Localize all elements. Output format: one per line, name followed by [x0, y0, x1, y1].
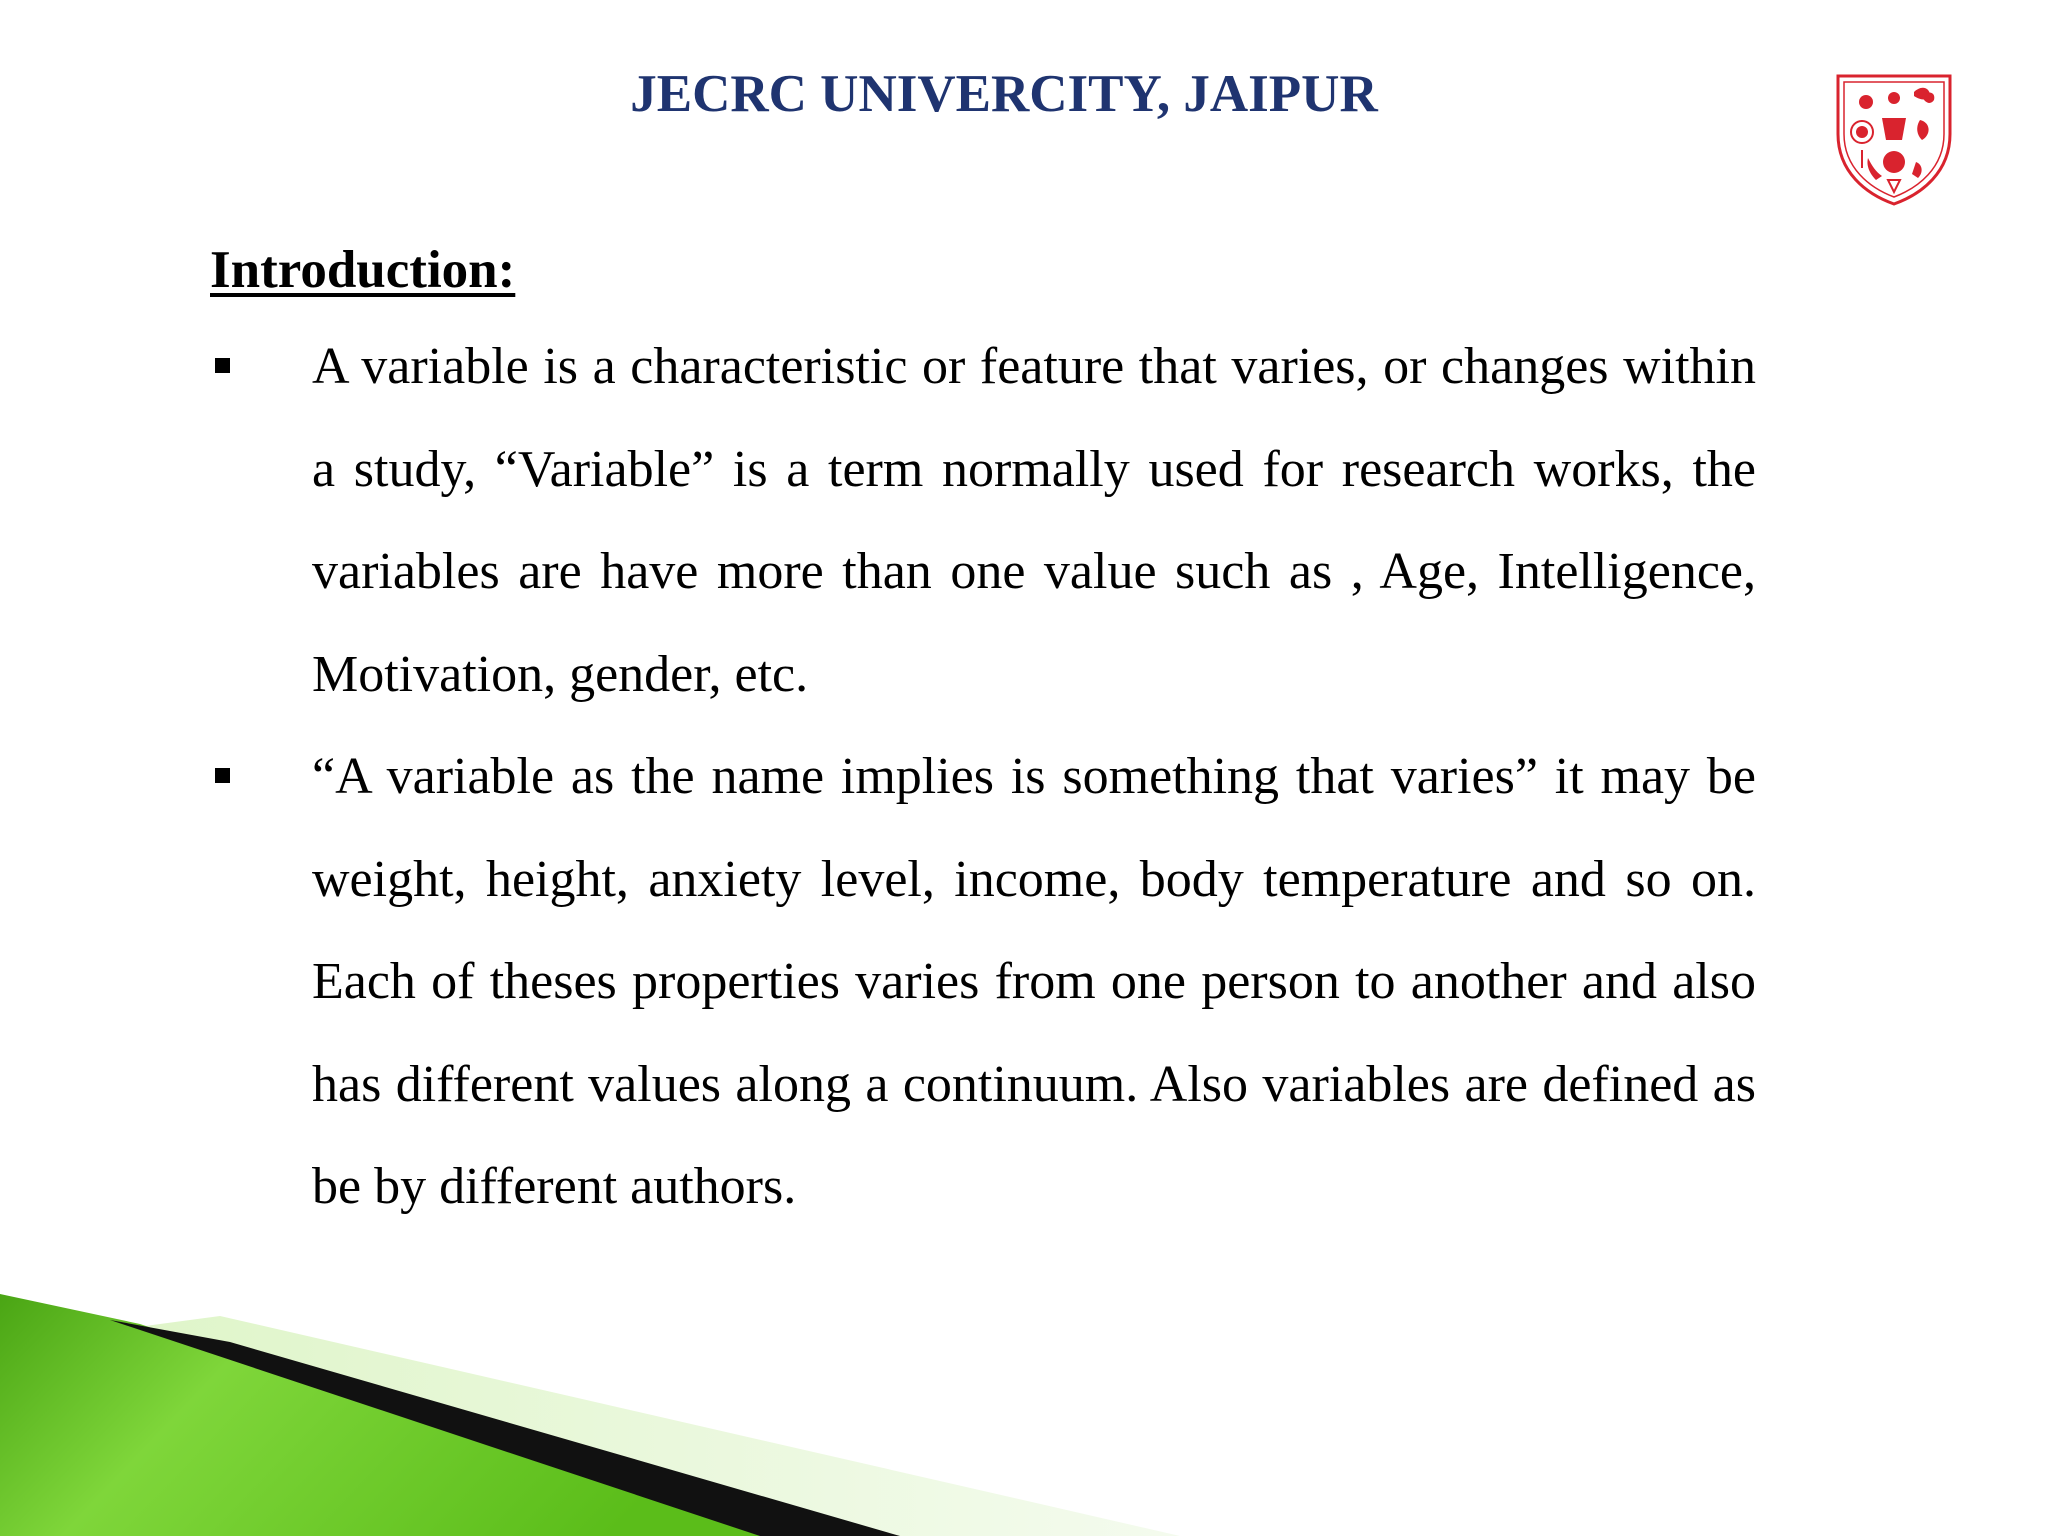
bullet-text: A variable is a characteristic or feature that varies, or changes within a study, “Variable” is a term normally used for research works, the variables are have more than one value such as , Age, Intelligence, Motivation, gender, etc.	[312, 338, 1756, 703]
slide-title-text: JECRC UNIVERCITY, JAIPUR	[630, 65, 1378, 123]
square-bullet-icon	[215, 768, 230, 783]
slide-body	[210, 236, 1756, 1239]
bullet-item	[210, 316, 1756, 726]
bullet-list	[210, 316, 1756, 1239]
section-heading: Introduction:	[210, 241, 516, 299]
bullet-text: “A variable as the name implies is something that varies” it may be weight, height, anxiety level, income, body temperature and so on. Each of theses properties varies from one person to another and also has different values along a continuum. Also variables are defined as be by different authors.	[312, 748, 1756, 1215]
green-swoosh-decoration	[0, 1280, 2048, 1536]
bullet-item	[210, 726, 1756, 1239]
square-bullet-icon	[215, 358, 230, 373]
university-crest-icon	[1832, 68, 1956, 208]
slide-title	[0, 62, 2048, 126]
